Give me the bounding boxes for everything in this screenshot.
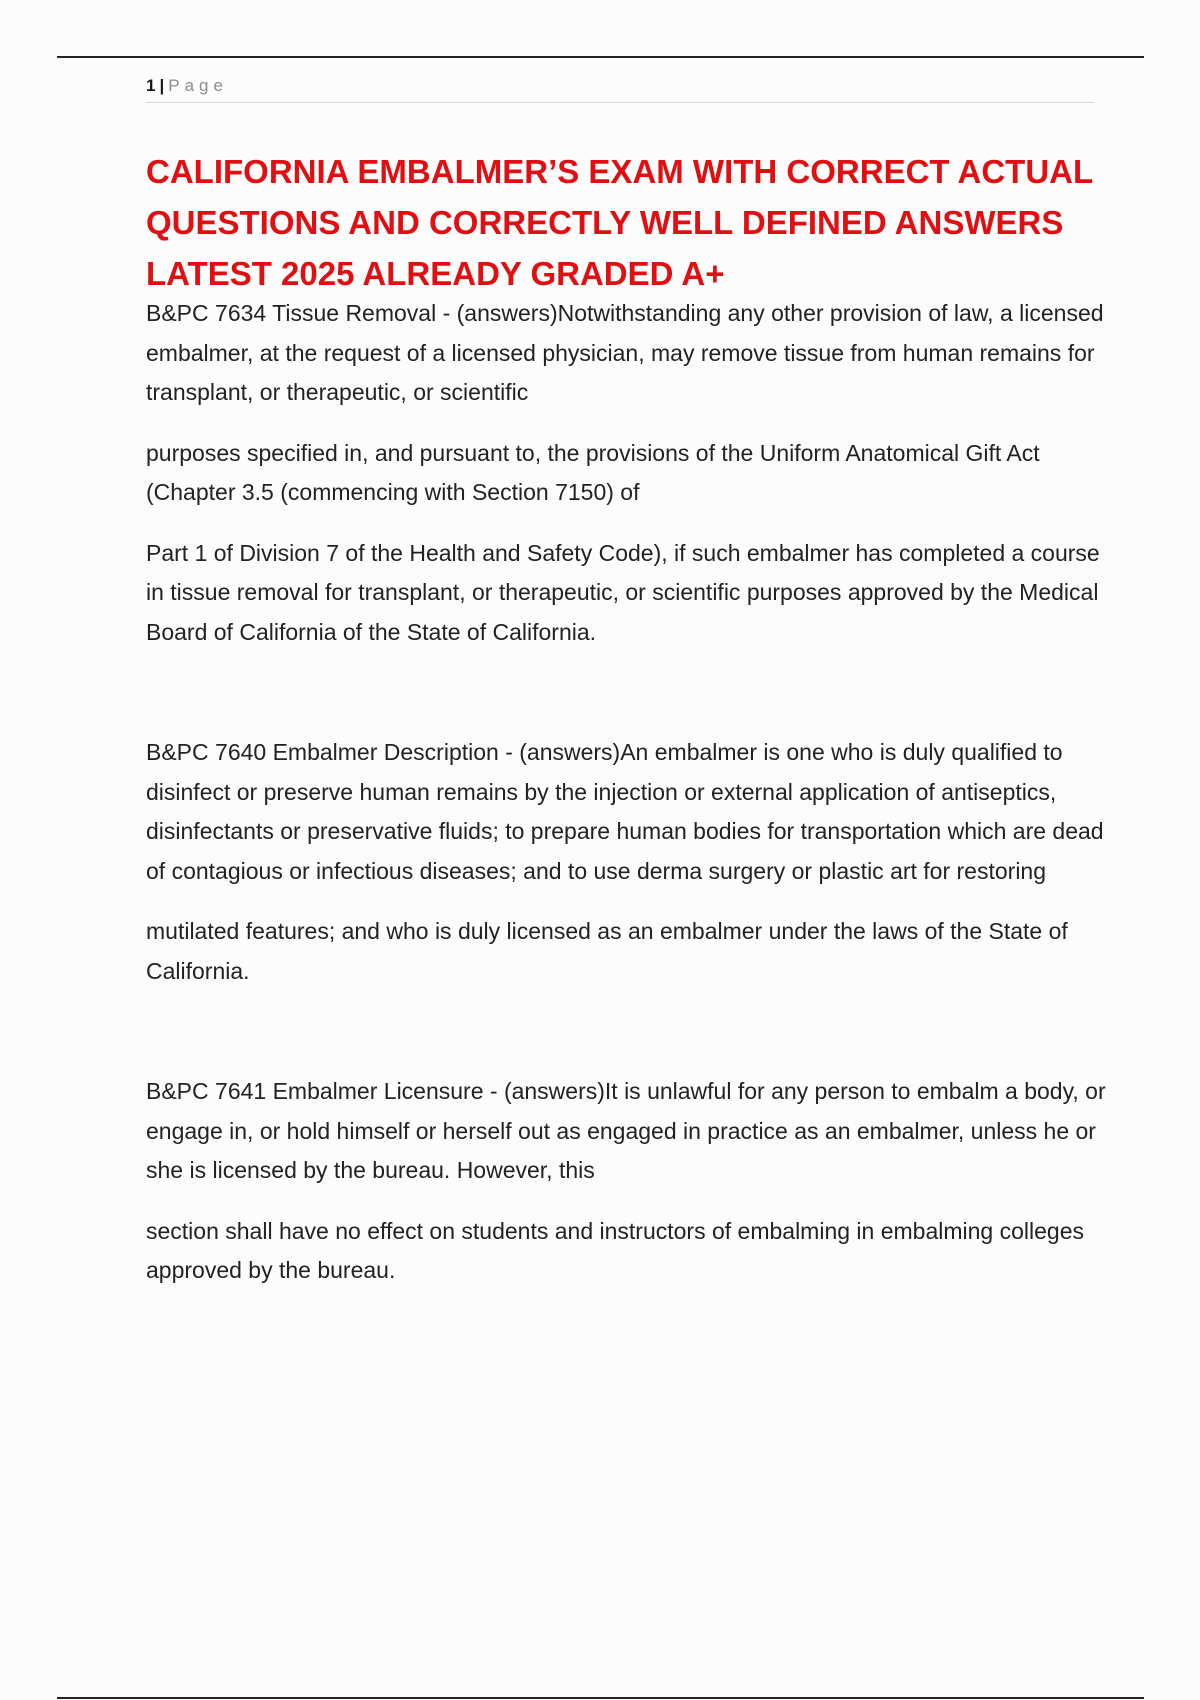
entry-paragraph: B&PC 7634 Tissue Removal - (answers)Notwithstanding any other provision of law, a licensed embalmer, at the request of a licensed physician, may remove tissue from human remains for transplant, or therapeutic, or scientific	[146, 300, 1104, 405]
page-header	[146, 74, 1094, 103]
document-title: CALIFORNIA EMBALMER’S EXAM WITH CORRECT ACTUAL QUESTIONS AND CORRECTLY WELL DEFINED ANSWERS LATEST 2025 ALREADY GRADED A+	[146, 153, 1093, 292]
entry-tissue-removal	[146, 294, 1106, 652]
entry-paragraph: section shall have no effect on students and instructors of embalming in embalming colleges approved by the bureau.	[146, 1217, 1084, 1283]
top-divider	[57, 56, 1144, 58]
entry-paragraph: purposes specified in, and pursuant to, the provisions of the Uniform Anatomical Gift Act (Chapter 3.5 (commencing with Section 7150) of	[146, 439, 1040, 505]
entry-paragraph: mutilated features; and who is duly licensed as an embalmer under the laws of the State of California.	[146, 918, 1068, 984]
entry-paragraph: B&PC 7640 Embalmer Description - (answers)An embalmer is one who is duly qualified to disinfect or preserve human remains by the injection or external application of antiseptics, disinfectants or preservative fluids; to prepare human bodies for transportation which are dead of contagious or infectious diseases; and to use derma surgery or plastic art for restoring	[146, 739, 1104, 884]
page-label: Page	[168, 76, 228, 95]
document-body	[146, 294, 1106, 1291]
entry-embalmer-licensure	[146, 1072, 1106, 1291]
page-number: 1	[146, 76, 156, 95]
entry-paragraph: B&PC 7641 Embalmer Licensure - (answers)It is unlawful for any person to embalm a body, or engage in, or hold himself or herself out as engaged in practice as an embalmer, unless he or she is licensed by the bureau. However, this	[146, 1078, 1106, 1183]
page-separator: |	[159, 76, 165, 95]
entry-embalmer-description	[146, 733, 1106, 991]
bottom-divider	[57, 1697, 1144, 1699]
entry-paragraph: Part 1 of Division 7 of the Health and Safety Code), if such embalmer has completed a course in tissue removal for transplant, or therapeutic, or scientific purposes approved by the Medical Board of California of the State of California.	[146, 539, 1100, 645]
